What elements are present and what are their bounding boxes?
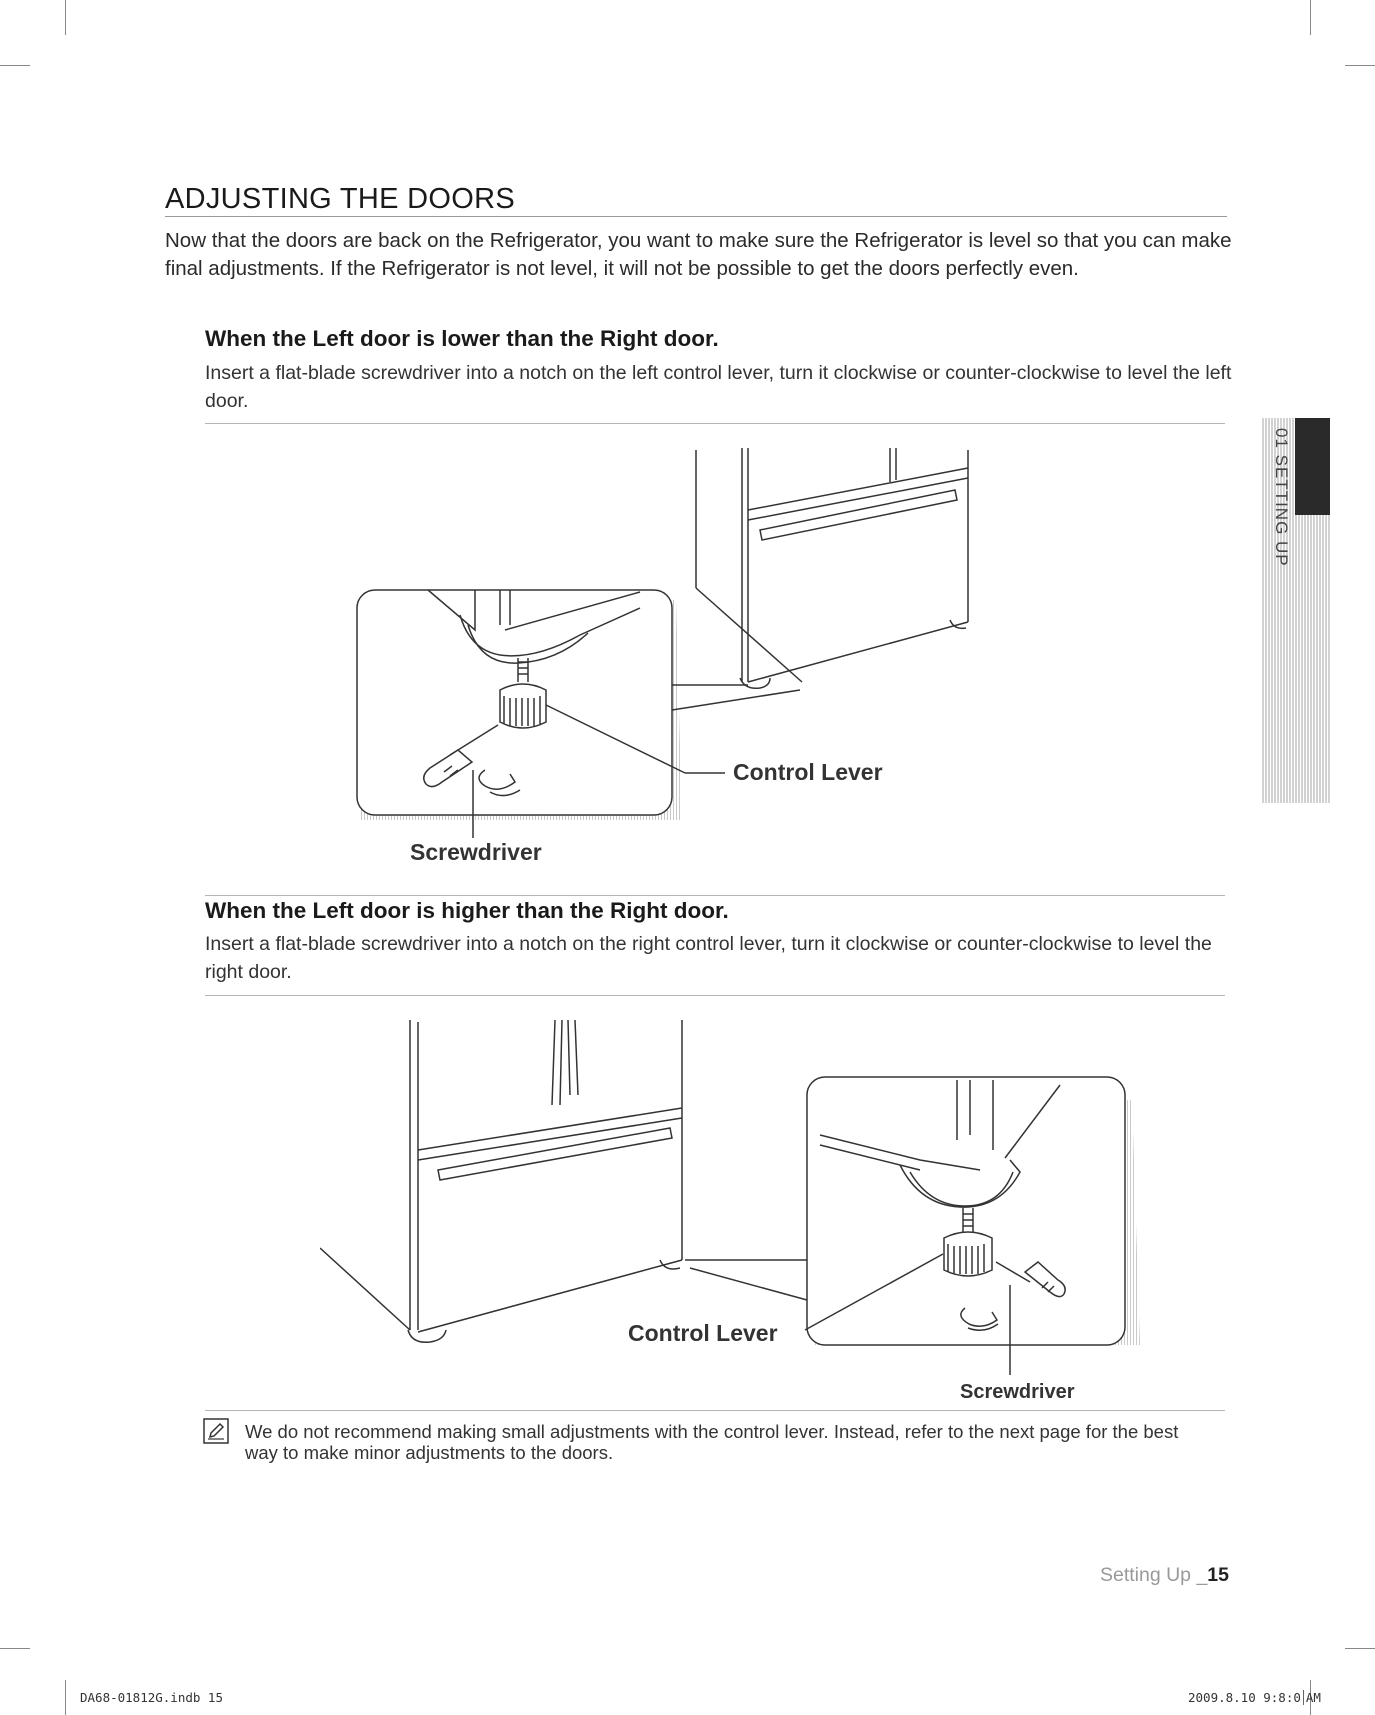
section-rule (205, 423, 1225, 424)
print-slug-file: DA68-01812G.indb 15 (80, 1690, 223, 1705)
section-rule (205, 1410, 1225, 1411)
note-pencil-icon (203, 1418, 229, 1444)
page-number-footer (1100, 1564, 1229, 1587)
crop-mark-bottom-left (65, 1680, 66, 1715)
crop-mark-right-top (1345, 65, 1375, 66)
lower-door-instructions: Insert a flat-blade screwdriver into a notch on the left control lever, turn it clockwise or counter-clockwise to level the left door. (205, 362, 1232, 412)
title-rule (165, 216, 1227, 217)
print-slug-date-value: 2009.8.10 9:8:0 (1188, 1690, 1301, 1705)
page-title: ADJUSTING THE DOORS (165, 183, 515, 215)
side-tab-marker (1295, 418, 1330, 515)
note-text: We do not recommend making small adjustments with the control lever. Instead, refer to the next page for the best way to make minor adjustments to the doors. (245, 1421, 1179, 1463)
side-tab-label: 01 SETTING UP (1272, 428, 1291, 567)
crop-mark-top-left (65, 0, 66, 35)
higher-door-instructions: Insert a flat-blade screwdriver into a notch on the right control lever, turn it clockwise or counter-clockwise to level the right door. (205, 933, 1212, 983)
page-number: 15 (1207, 1564, 1229, 1586)
intro-paragraph: Now that the doors are back on the Refrigerator, you want to make sure the Refrigerator is level so that you can make final adjustments. If the Refrigerator is not level, it will not be possible to get the doors perfectly even. (165, 229, 1232, 280)
crop-mark-top-right (1310, 0, 1311, 35)
lower-control-lever-label: Control Lever (733, 759, 883, 785)
section-rule (205, 895, 1225, 896)
crop-mark-right-bottom (1345, 1648, 1375, 1649)
higher-control-lever-label: Control Lever (628, 1320, 778, 1346)
higher-detail-frame (807, 1077, 1125, 1345)
higher-screwdriver-label: Screwdriver (960, 1381, 1075, 1403)
print-slug-date (1188, 1690, 1321, 1705)
page-section-label: Setting Up _ (1099, 1564, 1208, 1586)
crop-mark-left-bottom (0, 1648, 30, 1649)
section-rule (205, 995, 1225, 996)
chapter-side-tab (1262, 418, 1330, 803)
higher-door-heading: When the Left door is higher than the Right door. (205, 898, 729, 923)
crop-mark-left-top (0, 65, 30, 66)
lower-screwdriver-label: Screwdriver (410, 839, 542, 865)
higher-door-illustration (320, 1010, 1140, 1410)
lower-door-heading: When the Left door is lower than the Right door. (205, 326, 719, 351)
lower-door-illustration (340, 440, 1100, 880)
print-slug-ampm: AM (1305, 1690, 1321, 1705)
